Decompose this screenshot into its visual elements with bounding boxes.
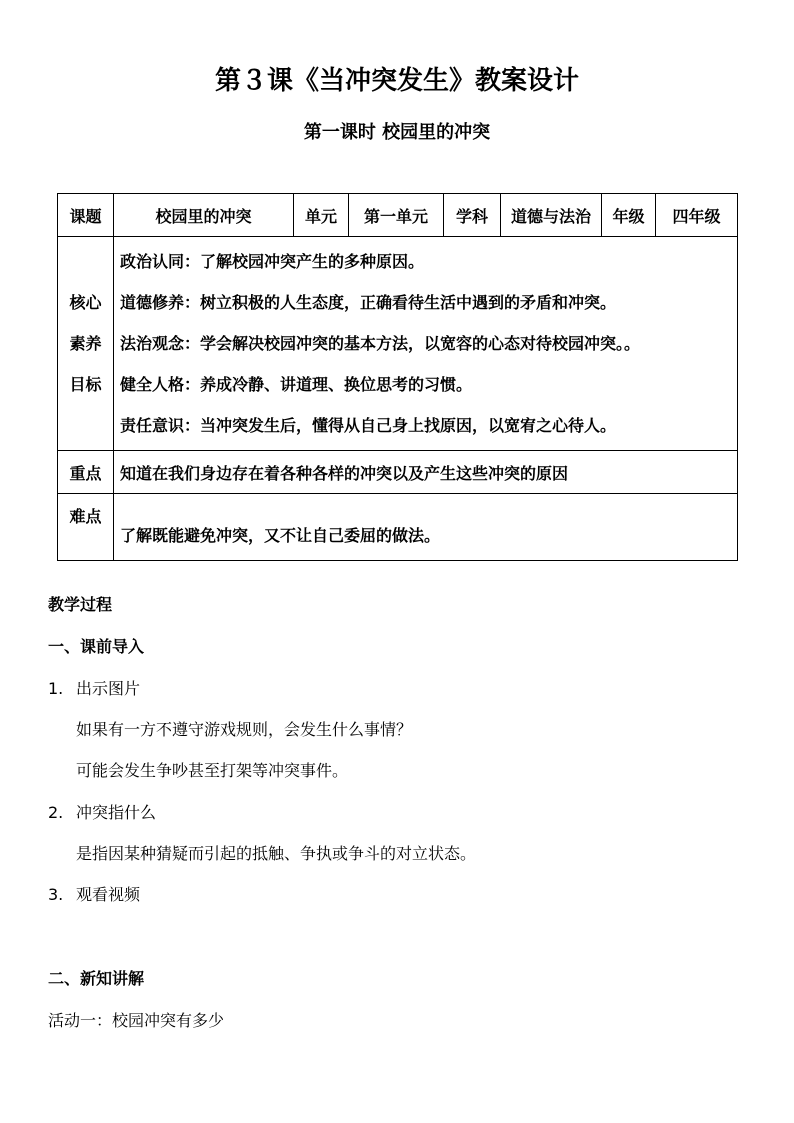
difficulty-label: 难点	[58, 494, 114, 561]
paragraph: 可能会发生争吵甚至打架等冲突事件。	[76, 761, 349, 780]
grade-label: 年级	[602, 194, 656, 237]
list-item	[48, 884, 140, 906]
document-title: 第３课《当冲突发生》教案设计	[214, 66, 579, 96]
list-item-text: 观看视频	[76, 885, 141, 904]
list-item-text: 出示图片	[76, 679, 141, 698]
topic-label: 课题	[58, 194, 114, 237]
core-objective-item: 健全人格：养成冷静、讲道理、换位思考的习惯。	[120, 375, 473, 394]
subject-value: 道德与法治	[501, 194, 602, 237]
core-objective-item: 道德修养：树立积极的人生态度，正确看待生活中遇到的矛盾和冲突。	[120, 293, 617, 312]
unit-value: 第一单元	[349, 194, 444, 237]
list-item	[48, 802, 156, 824]
activity-title: 活动一：校园冲突有多少	[48, 1011, 225, 1030]
list-item-text: 冲突指什么	[76, 803, 157, 822]
key-point-row	[58, 451, 738, 494]
paragraph: 如果有一方不遵守游戏规则，会发生什么事情？	[76, 720, 413, 739]
difficulty-text: 了解既能避免冲突，又不让自己委屈的做法。	[114, 494, 738, 561]
section-heading-intro: 一、课前导入	[48, 637, 145, 656]
core-label-line: 核心	[69, 293, 102, 312]
unit-label: 单元	[294, 194, 349, 237]
list-item-number: 1.	[48, 679, 64, 698]
core-objectives-label	[58, 237, 114, 451]
core-objectives-content	[114, 237, 738, 451]
list-item	[48, 678, 140, 700]
key-point-text: 知道在我们身边存在着各种各样的冲突以及产生这些冲突的原因	[114, 451, 738, 494]
core-objective-item: 责任意识：当冲突发生后，懂得从自己身上找原因，以宽宥之心待人。	[120, 416, 617, 435]
list-item-number: 3.	[48, 885, 64, 904]
section-heading-new-knowledge: 二、新知讲解	[48, 969, 145, 988]
lesson-info-table	[57, 193, 738, 561]
key-point-label: 重点	[58, 451, 114, 494]
paragraph: 是指因某种猜疑而引起的抵触、争执或争斗的对立状态。	[76, 844, 477, 863]
table-header-row	[58, 194, 738, 237]
subject-label: 学科	[444, 194, 501, 237]
core-label-line: 目标	[69, 375, 102, 394]
core-objective-item: 政治认同：了解校园冲突产生的多种原因。	[120, 252, 425, 271]
teaching-process-heading: 教学过程	[48, 595, 113, 614]
topic-value: 校园里的冲突	[114, 194, 294, 237]
core-objectives-row	[58, 237, 738, 451]
core-label-line: 素养	[69, 334, 102, 353]
lesson-subtitle: 第一课时 校园里的冲突	[303, 122, 491, 143]
difficulty-row	[58, 494, 738, 561]
core-objective-item: 法治观念：学会解决校园冲突的基本方法，以宽容的心态对待校园冲突。。	[120, 334, 641, 353]
list-item-number: 2.	[48, 803, 64, 822]
grade-value: 四年级	[656, 194, 738, 237]
